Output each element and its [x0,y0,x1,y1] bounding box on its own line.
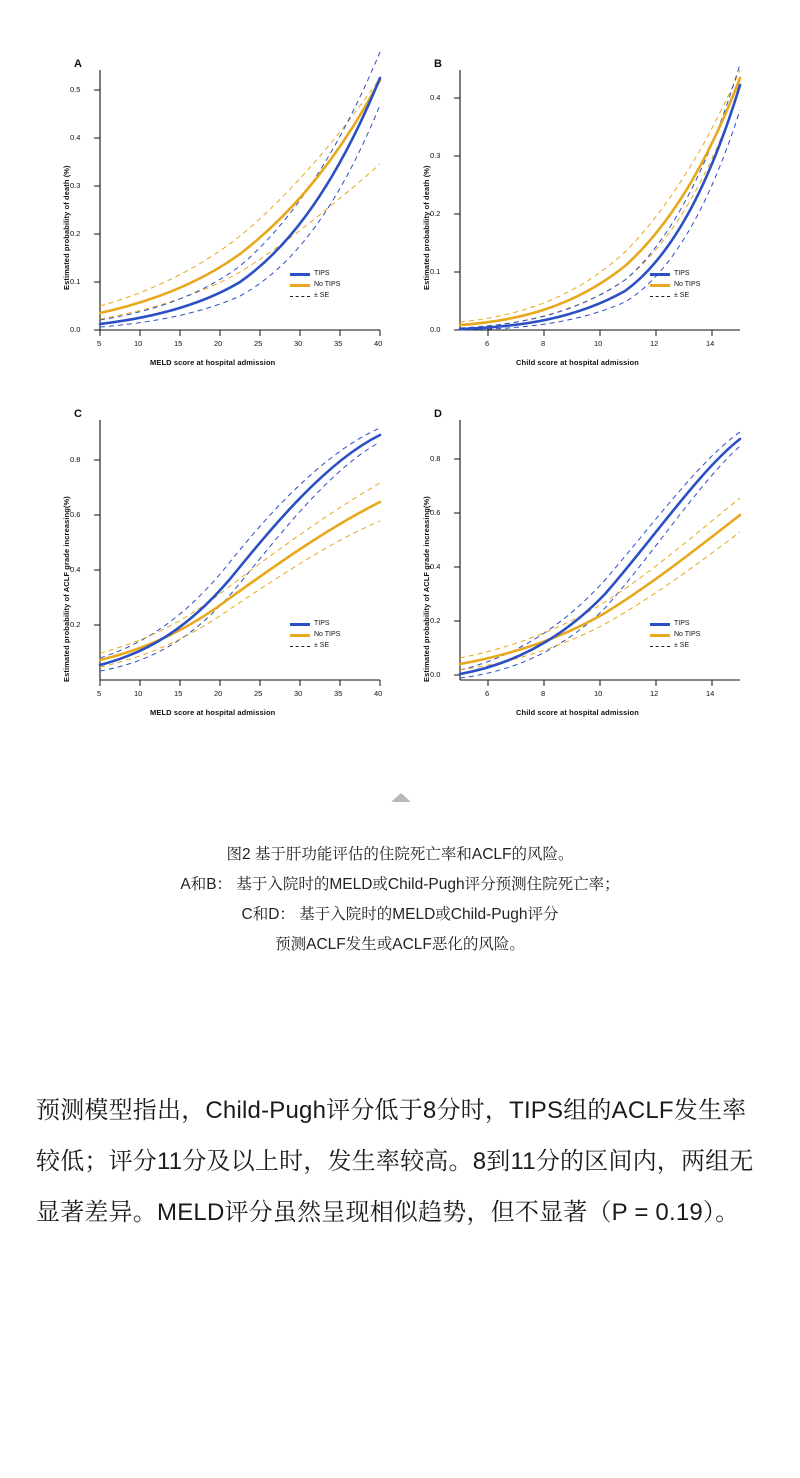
legend-label-no-tips: No TIPS [314,281,341,288]
legend-label-se: ± SE [314,292,330,299]
legend-line-no-tips-icon [290,279,310,290]
legend-item-se-d [650,640,700,651]
x-tick-d-3: 12 [650,689,659,698]
y-tick-a-1: 0.1 [70,277,81,286]
y-tick-b-4: 0.4 [430,93,441,102]
legend-line-se-icon [650,290,670,301]
plot-area-c [40,390,400,740]
legend-label-tips: TIPS [314,270,330,277]
y-tick-b-3: 0.3 [430,151,441,160]
legend-item-tips-d [650,618,700,629]
y-tick-d-0: 0.0 [430,670,441,679]
y-axis-label-c: Estimated probability of ACLF grade increasing(%) [62,496,71,682]
plot-svg-b [400,40,760,390]
y-axis-label-a: Estimated probability of death (%) [62,165,71,290]
y-tick-c-3: 0.8 [70,455,81,464]
legend-label-tips: TIPS [314,620,330,627]
caption-line-1: 图2 基于肝功能评估的住院死亡率和ACLF的风险。 [226,846,574,863]
x-tick-d-2: 10 [594,689,603,698]
figure-caption [60,840,740,960]
legend-item-se-b [650,290,700,301]
x-tick-b-3: 12 [650,339,659,348]
legend-line-no-tips-icon [650,279,670,290]
x-tick-c-6: 35 [334,689,343,698]
legend-line-no-tips-icon [650,629,670,640]
y-tick-b-1: 0.1 [430,267,441,276]
caption-line-4: 预测ACLF发生或ACLF恶化的风险。 [275,936,525,953]
x-tick-b-2: 10 [594,339,603,348]
legend-label-no-tips: No TIPS [674,631,701,638]
legend-item-se-c [290,640,340,651]
caption-line-3: C和D： 基于入院时的MELD或Child-Pugh评分 [241,906,559,923]
legend-label-se: ± SE [674,642,690,649]
legend-line-se-icon [290,640,310,651]
x-tick-a-4: 25 [254,339,263,348]
x-tick-d-0: 6 [485,689,490,698]
y-tick-d-4: 0.8 [430,454,441,463]
x-tick-c-3: 20 [214,689,223,698]
x-tick-c-7: 40 [374,689,383,698]
legend-item-no-tips-b [650,279,700,290]
y-tick-b-2: 0.2 [430,209,441,218]
y-tick-d-1: 0.2 [430,616,441,625]
plot-area-a [40,40,400,390]
plot-area-d [400,390,760,740]
figure-2 [40,40,760,740]
legend-line-tips-icon [650,618,670,629]
x-tick-a-7: 40 [374,339,383,348]
legend-label-no-tips: No TIPS [674,281,701,288]
y-tick-a-0: 0.0 [70,325,81,334]
panel-letter-a: A [74,58,82,70]
chart-panel-a [40,40,400,390]
y-tick-b-0: 0.0 [430,325,441,334]
y-tick-d-2: 0.4 [430,562,441,571]
chart-row-top [40,40,760,390]
section-divider-triangle-icon [391,793,411,802]
legend-item-no-tips-a [290,279,340,290]
chart-panel-b [400,40,760,390]
plot-svg-c [40,390,400,740]
y-tick-a-4: 0.4 [70,133,81,142]
chart-row-bottom [40,390,760,740]
legend-label-no-tips: No TIPS [314,631,341,638]
y-tick-c-2: 0.6 [70,510,81,519]
legend-line-no-tips-icon [290,629,310,640]
chart-panel-d [400,390,760,740]
x-tick-a-6: 35 [334,339,343,348]
x-tick-c-4: 25 [254,689,263,698]
legend-label-tips: TIPS [674,620,690,627]
legend-item-se-a [290,290,340,301]
x-tick-d-4: 14 [706,689,715,698]
y-tick-c-0: 0.2 [70,620,81,629]
y-axis-label-d: Estimated probability of ACLF grade increasing(%) [422,496,431,682]
x-tick-a-1: 10 [134,339,143,348]
legend-label-se: ± SE [674,292,690,299]
y-tick-d-3: 0.6 [430,508,441,517]
legend-item-no-tips-c [290,629,340,640]
y-tick-a-3: 0.3 [70,181,81,190]
legend-item-tips-a [290,268,340,279]
x-tick-a-5: 30 [294,339,303,348]
legend-item-tips-c [290,618,340,629]
x-tick-a-2: 15 [174,339,183,348]
x-axis-label-c: MELD score at hospital admission [150,708,276,717]
x-tick-c-0: 5 [97,689,102,698]
legend-line-se-icon [290,290,310,301]
x-tick-c-1: 10 [134,689,143,698]
panel-letter-b: B [434,58,442,70]
legend-line-tips-icon [290,618,310,629]
legend-item-no-tips-d [650,629,700,640]
legend-c [290,618,340,651]
x-tick-b-4: 14 [706,339,715,348]
caption-line-2: A和B： 基于入院时的MELD或Child-Pugh评分预测住院死亡率； [180,876,620,893]
y-tick-a-5: 0.5 [70,85,81,94]
x-tick-b-0: 6 [485,339,490,348]
plot-area-b [400,40,760,390]
x-tick-d-1: 8 [541,689,546,698]
x-axis-label-a: MELD score at hospital admission [150,358,276,367]
legend-line-tips-icon [290,268,310,279]
legend-d [650,618,700,651]
x-tick-b-1: 8 [541,339,546,348]
legend-b [650,268,700,301]
y-tick-a-2: 0.2 [70,229,81,238]
legend-line-se-icon [650,640,670,651]
panel-letter-d: D [434,408,442,420]
x-tick-a-0: 5 [97,339,102,348]
legend-label-tips: TIPS [674,270,690,277]
y-tick-c-1: 0.4 [70,565,81,574]
plot-svg-a [40,40,400,390]
x-tick-c-2: 15 [174,689,183,698]
legend-line-tips-icon [650,268,670,279]
panel-letter-c: C [74,408,82,420]
legend-a [290,268,340,301]
chart-panel-c [40,390,400,740]
legend-label-se: ± SE [314,642,330,649]
body-paragraph: 预测模型指出，Child-Pugh评分低于8分时，TIPS组的ACLF发生率较低；评分11分及以上时，发生率较高。8到11分的区间内，两组无显著差异。MELD评分虽然呈现相似趋势，但不显著（P = 0.19）。 [36,1097,754,1226]
y-axis-label-b: Estimated probability of death (%) [422,165,431,290]
x-tick-c-5: 30 [294,689,303,698]
plot-svg-d [400,390,760,740]
x-axis-label-b: Child score at hospital admission [516,358,639,367]
x-axis-label-d: Child score at hospital admission [516,708,639,717]
legend-item-tips-b [650,268,700,279]
x-tick-a-3: 20 [214,339,223,348]
